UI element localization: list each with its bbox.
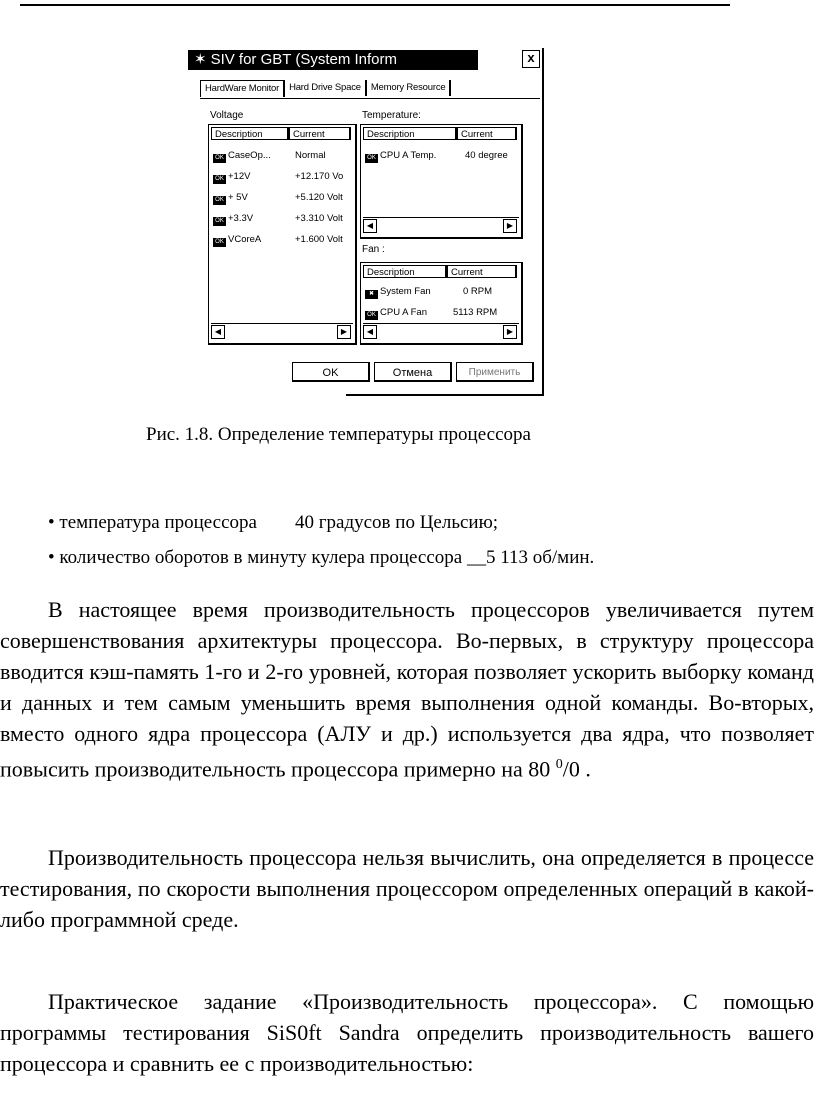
fan-label: Fan :: [362, 244, 385, 255]
voltage-hscrollbar[interactable]: [211, 323, 353, 339]
fan-header-description[interactable]: Description: [363, 265, 447, 278]
app-icon: ✶: [194, 51, 207, 68]
ok-button[interactable]: OK: [292, 362, 370, 382]
sensor-icon: OK: [213, 175, 226, 184]
list-item[interactable]: ✖ System Fan 0 RPM: [365, 285, 431, 298]
tab-bar: [200, 80, 451, 96]
tab-hard-drive-space[interactable]: Hard Drive Space: [285, 80, 367, 96]
list-item[interactable]: OK VCoreA +1.600 Volt: [213, 233, 261, 246]
temperature-label: Temperature:: [362, 110, 421, 121]
list-item[interactable]: OK CaseOp... Normal: [213, 149, 271, 162]
fan-list[interactable]: [360, 262, 523, 345]
fan-icon: ✖: [365, 290, 378, 299]
sensor-icon: OK: [213, 238, 226, 247]
fan-header-current[interactable]: Current: [447, 265, 517, 278]
fan-hscrollbar[interactable]: [363, 323, 519, 339]
dialog-bottom-border: [346, 394, 544, 396]
apply-button[interactable]: Применить: [456, 362, 534, 382]
list-item[interactable]: OK +3.3V +3.310 Volt: [213, 212, 253, 225]
tab-underline: [200, 98, 540, 99]
dialog-title: SIV for GBT (System Inform: [210, 51, 398, 68]
temperature-header-description[interactable]: Description: [363, 127, 457, 140]
dialog-titlebar: [188, 50, 478, 70]
temperature-hscrollbar[interactable]: [363, 217, 519, 233]
bullet-fan-speed: • количество оборотов в минуту кулера процессора __5 113 об/мин.: [48, 547, 595, 568]
scroll-left-icon[interactable]: ◀: [363, 325, 377, 339]
scroll-left-icon[interactable]: ◀: [363, 219, 377, 233]
dialog-right-border: [542, 48, 544, 394]
close-button[interactable]: x: [522, 50, 540, 68]
paragraph-architecture: В настоящее время производительность процессоров увеличивается путем совершенствования архитектуры процессора. Во-первых, в структуру процессора вводится кэш-память 1-го и 2-го уровней, которая позволяет ускорить выборку команд и данных и тем самым уменьшить время выполнения одной команды. Во-вторых, вместо одного ядра процессора (АЛУ и др.) используется два ядра, что позволяет повысить производительность процессора примерно на 80 $^0$/0 .: [0, 597, 814, 782]
cancel-button[interactable]: Отмена: [374, 362, 452, 382]
paragraph-practical-task: Практическое задание «Производительность процессора». С помощью программы тестирования SiS0ft Sandra определить производительность вашего процессора и сравнить ее с производительностью:: [0, 989, 814, 1076]
figure-caption: Рис. 1.8. Определение температуры процессора: [146, 424, 531, 445]
voltage-list[interactable]: [208, 124, 357, 345]
scroll-right-icon[interactable]: ▶: [503, 325, 517, 339]
list-item[interactable]: OK CPU A Temp. 40 degree: [365, 149, 436, 162]
temperature-header-current[interactable]: Current: [457, 127, 517, 140]
list-item[interactable]: OK CPU A Fan 5113 RPM: [365, 306, 427, 319]
voltage-header-current[interactable]: Current: [289, 127, 351, 140]
bullet-cpu-temperature: • температура процессора 40 градусов по Цельсию;: [48, 512, 499, 533]
list-item[interactable]: OK + 5V +5.120 Volt: [213, 191, 248, 204]
scroll-right-icon[interactable]: ▶: [337, 325, 351, 339]
sensor-icon: OK: [213, 217, 226, 226]
list-item[interactable]: OK +12V +12.170 Vo: [213, 170, 250, 183]
scroll-left-icon[interactable]: ◀: [211, 325, 225, 339]
scroll-right-icon[interactable]: ▶: [503, 219, 517, 233]
voltage-label: Voltage: [210, 110, 244, 121]
temperature-list[interactable]: [360, 124, 523, 239]
sensor-icon: OK: [365, 154, 378, 163]
sensor-icon: OK: [365, 311, 378, 320]
sensor-icon: OK: [213, 154, 226, 163]
siv-dialog-screenshot: [186, 44, 544, 396]
voltage-header-description[interactable]: Description: [211, 127, 289, 140]
tab-hardware-monitor[interactable]: HardWare Monitor: [200, 80, 285, 97]
tab-memory-resource[interactable]: Memory Resource: [367, 80, 452, 96]
paragraph-performance: Производительность процессора нельзя вычислить, она определяется в процессе тестирования, по скорости выполнения процессором определенных операций в какой-либо программной среде.: [0, 845, 814, 932]
sensor-icon: OK: [213, 196, 226, 205]
top-rule: [20, 4, 730, 6]
